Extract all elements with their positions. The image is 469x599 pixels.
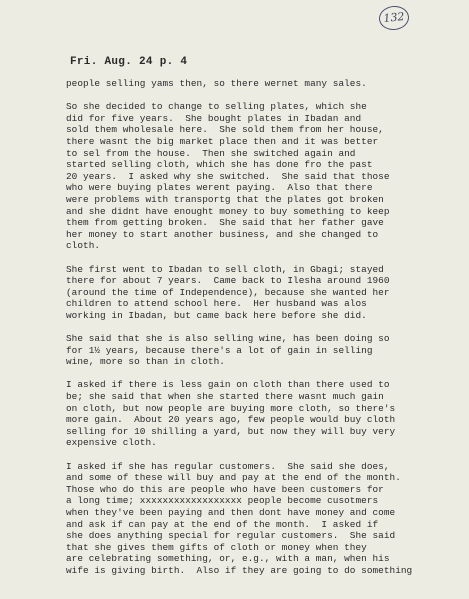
text-line: selling for 10 shilling a yard, but now they will buy very <box>66 425 396 437</box>
paragraph <box>66 101 461 252</box>
text-line: and ask if can pay at the end of the month. I asked if <box>66 518 379 530</box>
text-line: on cloth, but now people are buying more cloth, so there's <box>66 402 396 414</box>
text-line: there wasnt the big market place then and it was better <box>66 135 379 147</box>
text-line: for 1½ years, because there's a lot of gain in selling <box>66 344 373 356</box>
text-line: people selling yams then, so there wernet many sales. <box>66 78 367 89</box>
paragraph <box>66 264 461 322</box>
text-line: that she gives them gifts of cloth or money when they <box>66 541 367 553</box>
text-line: be; she said that when she started there wasnt much gain <box>66 391 384 403</box>
paragraph-gap <box>66 252 461 264</box>
page-number: 132 <box>378 4 410 31</box>
text-line: them from getting broken. She said that her father gave <box>66 217 384 229</box>
text-line: sold them wholesale here. She sold them from her house, <box>66 124 384 136</box>
text-line: working in Ibadan, but came back here before she did. <box>66 309 367 321</box>
text-line: more gain. About 20 years ago, few people would buy cloth <box>66 414 396 426</box>
text-line: She said that she is also selling wine, has been doing so <box>66 333 390 345</box>
text-line: and she didnt have enought money to buy something to keep <box>66 205 390 217</box>
text-line: to sel from the house. Then she switched again and <box>66 147 356 159</box>
text-line: when they've been paying and then dont have money and come <box>66 506 396 518</box>
text-line: 20 years. I asked why she switched. She said that those <box>66 170 390 182</box>
paragraph <box>66 78 461 90</box>
text-line: She first went to Ibadan to sell cloth, in Gbagi; stayed <box>66 263 384 275</box>
text-line: her money to start another business, and she changed to <box>66 228 379 240</box>
text-line: children to attend school here. Her husband was alos <box>66 298 367 310</box>
text-line: who were buying plates werent paying. Also that there <box>66 182 373 194</box>
paragraph <box>66 461 461 577</box>
text-line: are celebrating something, or, e.g., with a man, when his <box>66 553 390 565</box>
text-line: there for about 7 years. Came back to Ilesha around 1960 <box>66 275 390 287</box>
text-line: cloth. <box>66 240 101 252</box>
paragraph <box>66 379 461 449</box>
text-line: she does anything special for regular customers. She said <box>66 530 396 542</box>
text-line: So she decided to change to selling plates, which she <box>66 101 367 113</box>
text-line: and some of these will buy and pay at the end of the month. <box>66 472 401 484</box>
text-line: wine, more so than in cloth. <box>66 356 225 368</box>
text-line: did for five years. She bought plates in Ibadan and <box>66 112 362 124</box>
text-line: started selling cloth, which she has done fro the past <box>66 159 373 171</box>
text-line: I asked if she has regular customers. She said she does, <box>66 460 390 472</box>
text-line: Those who do this are people who have been customers for <box>66 483 384 495</box>
paragraph-gap <box>66 368 461 380</box>
paragraph <box>66 333 461 368</box>
paragraph-gap <box>66 449 461 461</box>
text-line: (around the time of Independence), because she wanted her <box>66 286 390 298</box>
text-line: a long time; xxxxxxxxxxxxxxxxxx people become cusotmers <box>66 495 379 507</box>
text-line: I asked if there is less gain on cloth than there used to <box>66 379 390 391</box>
text-line: were problems with transportg that the plates got broken <box>66 193 384 205</box>
paragraph-gap <box>66 90 461 102</box>
paragraph-gap <box>66 321 461 333</box>
page-header: Fri. Aug. 24 p. 4 <box>70 56 188 68</box>
document-body <box>66 78 461 577</box>
text-line: wife is giving birth. Also if they are going to do something <box>66 564 413 576</box>
text-line: expensive cloth. <box>66 437 157 449</box>
